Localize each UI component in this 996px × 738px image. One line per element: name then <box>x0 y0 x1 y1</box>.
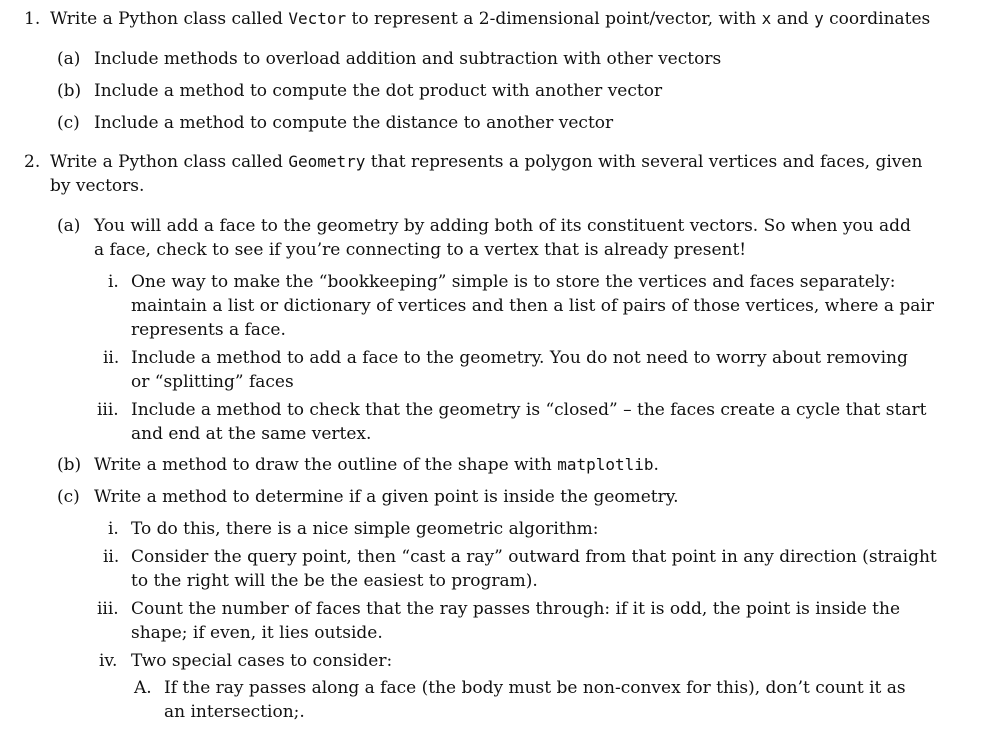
problem-2a-i-line2: maintain a list or dictionary of vertices and then a list of pairs of those vertices, where a pair <box>131 296 934 316</box>
problem-2-text-after: that represents a polygon with several vertices and faces, given <box>365 152 923 172</box>
problem-2c-iii-line1: Count the number of faces that the ray passes through: if it is odd, the point is inside the <box>131 599 901 619</box>
problem-2b-text-before: Write a method to draw the outline of the shape with <box>94 455 558 475</box>
class-name-vector: Vector <box>288 9 347 28</box>
problem-1-text-middle: to represent a 2-dimensional point/vector, with <box>346 9 762 29</box>
problem-2c-ii-line2: to the right will the be the easiest to program). <box>131 571 538 591</box>
problem-2a-ii-line1: Include a method to add a face to the geometry. You do not need to worry about removing <box>131 348 908 368</box>
problem-1a-text: Include methods to overload addition and subtraction with other vectors <box>94 49 722 69</box>
problem-2a-line2: a face, check to see if you’re connecting to a vertex that is already present! <box>94 240 747 260</box>
problem-2c-iv-A-line2: an intersection;. <box>164 702 305 722</box>
problem-2c-ii-line1: Consider the query point, then “cast a ray” outward from that point in any direction (straight <box>131 547 937 567</box>
problem-2c-iii-label: iii. <box>97 599 119 619</box>
problem-1a-label: (a) <box>57 49 81 69</box>
problem-2a-iii-line2: and end at the same vertex. <box>131 424 372 444</box>
problem-1-and: and <box>771 9 815 29</box>
problem-2c-iv-line1: Two special cases to consider: <box>131 651 393 671</box>
problem-2-number: 2. <box>24 152 41 172</box>
problem-2c-ii-label: ii. <box>103 547 120 567</box>
problem-2a-iii-line1: Include a method to check that the geometry is “closed” – the faces create a cycle that start <box>131 400 927 420</box>
problem-2c-i-line1: To do this, there is a nice simple geometric algorithm: <box>131 519 599 539</box>
problem-2c-iv-label: iv. <box>99 651 118 671</box>
problem-2-text-before: Write a Python class called <box>50 152 289 172</box>
problem-2a-iii-label: iii. <box>97 400 119 420</box>
problem-2b-label: (b) <box>57 455 82 475</box>
problem-1b-text: Include a method to compute the dot product with another vector <box>94 81 663 101</box>
problem-1c-label: (c) <box>57 113 80 133</box>
problem-2-text-line1 <box>50 151 922 173</box>
problem-2a-ii-label: ii. <box>103 348 120 368</box>
problem-2c-iii-line2: shape; if even, it lies outside. <box>131 623 383 643</box>
problem-2b-text <box>94 454 659 476</box>
problem-2c-label: (c) <box>57 487 80 507</box>
problem-2a-label: (a) <box>57 216 81 236</box>
problem-1b-label: (b) <box>57 81 82 101</box>
problem-1-text <box>50 8 930 30</box>
problem-1c-text: Include a method to compute the distance to another vector <box>94 113 614 133</box>
problem-2c-iv-A-label: A. <box>134 678 152 698</box>
problem-2c-iv-A-line1: If the ray passes along a face (the body must be non-convex for this), don’t count it as <box>164 678 906 698</box>
problem-2a-i-line1: One way to make the “bookkeeping” simple is to store the vertices and faces separately: <box>131 272 896 292</box>
problem-2c-text: Write a method to determine if a given point is inside the geometry. <box>94 487 679 507</box>
problem-2b-text-after: . <box>653 455 659 475</box>
problem-2a-i-label: i. <box>108 272 119 292</box>
class-name-geometry: Geometry <box>288 152 366 171</box>
code-x: x <box>761 9 772 28</box>
problem-2a-ii-line2: or “splitting” faces <box>131 372 294 392</box>
code-y: y <box>814 9 824 28</box>
problem-1-text-before: Write a Python class called <box>50 9 289 29</box>
problem-2a-i-line3: represents a face. <box>131 320 286 340</box>
problem-2-text-line2: by vectors. <box>50 176 145 196</box>
problem-2a-line1: You will add a face to the geometry by adding both of its constituent vectors. So when you add <box>94 216 911 236</box>
problem-1-text-after: coordinates <box>823 9 931 29</box>
problem-2c-i-label: i. <box>108 519 119 539</box>
code-matplotlib: matplotlib <box>557 455 654 474</box>
problem-1-number: 1. <box>24 9 41 29</box>
